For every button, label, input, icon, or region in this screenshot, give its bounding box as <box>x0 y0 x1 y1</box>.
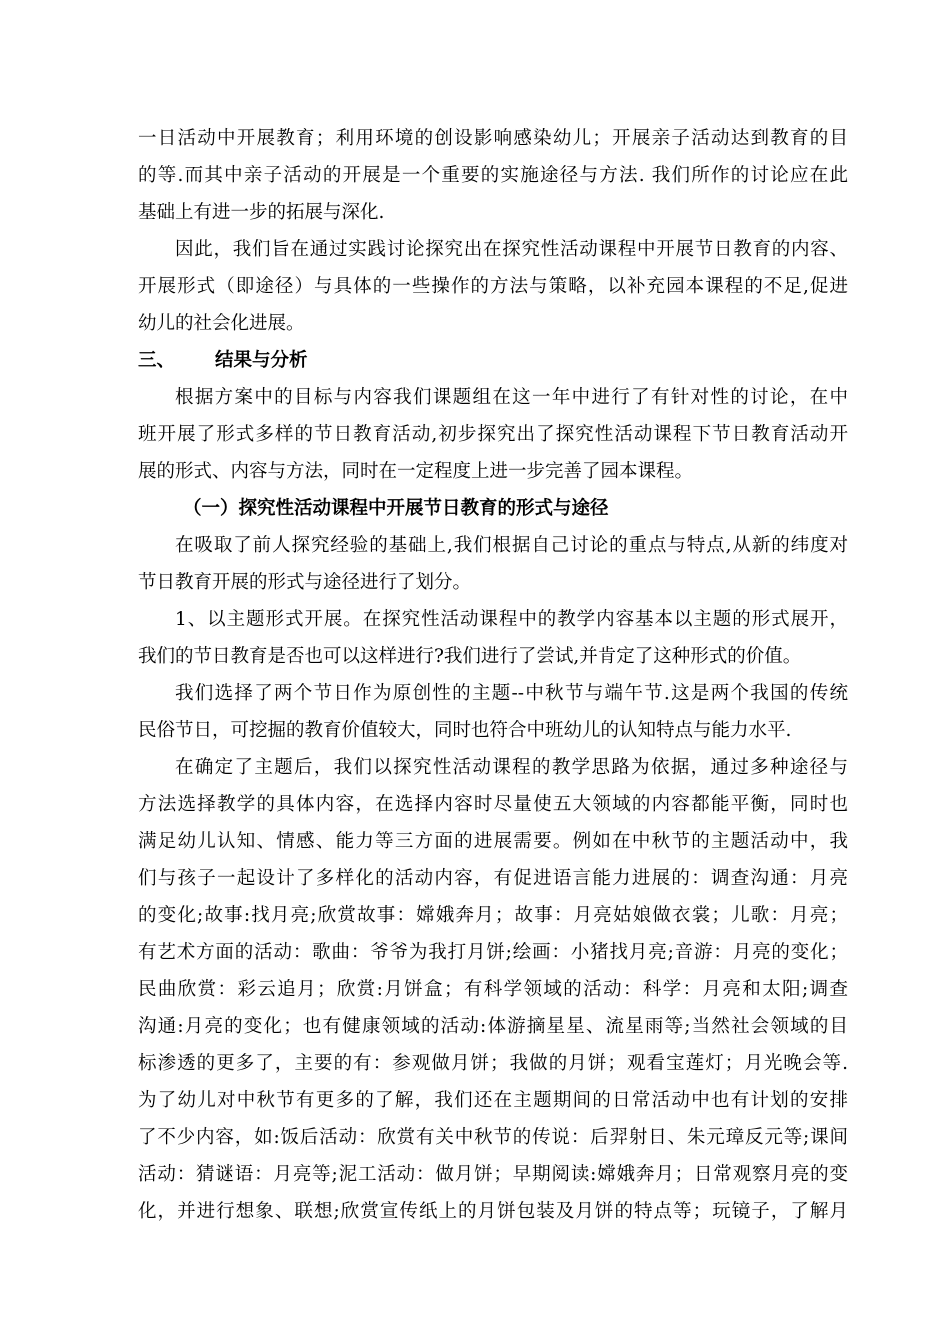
text-line: 民俗节日，可挖掘的教育价值较大，同时也符合中班幼儿的认知特点与能力水平. <box>138 720 792 741</box>
text-line: 化，并进行想象、联想;欣赏宣传纸上的月饼包装及月饼的特点等；玩镜子，了解月 <box>138 1201 848 1222</box>
text-line: 开展形式（即途径）与具体的一些操作的方法与策略，以补充园本课程的不足,促进 <box>138 276 848 297</box>
text-line: 的等.而其中亲子活动的开展是一个重要的实施途径与方法. 我们所作的讨论应在此 <box>138 165 848 186</box>
text-line: 根据方案中的目标与内容我们课题组在这一年中进行了有针对性的讨论，在中 <box>175 387 848 408</box>
text-line: 沟通:月亮的变化；也有健康领域的活动:体游摘星星、流星雨等;当然社会领域的目 <box>138 1016 848 1037</box>
text-line: 幼儿的社会化进展。 <box>138 313 305 334</box>
text-line: 了不少内容，如:饭后活动：欣赏有关中秋节的传说：后羿射日、朱元璋反元等;课间 <box>138 1127 848 1148</box>
paragraph <box>138 675 848 749</box>
paragraph <box>138 379 848 490</box>
text-line: 满足幼儿认知、情感、能力等三方面的进展需要。例如在中秋节的主题活动中，我 <box>138 831 848 852</box>
text-line: 1、以主题形式开展。在探究性活动课程中的教学内容基本以主题的形式展开， <box>175 609 848 630</box>
subsection-heading: （一）探究性活动课程中开展节日教育的形式与途径 <box>183 498 609 519</box>
text-line: 基础上有进一步的拓展与深化. <box>138 202 385 223</box>
text-line: 我们的节日教育是否也可以这样进行?我们进行了尝试,并肯定了这种形式的价值。 <box>138 646 802 667</box>
text-line: 方法选择教学的具体内容，在选择内容时尽量使五大领域的内容都能平衡，同时也 <box>138 794 848 815</box>
paragraph <box>138 231 848 342</box>
paragraph <box>138 527 848 601</box>
text-line: 节日教育开展的形式与途径进行了划分。 <box>138 572 472 593</box>
section-heading <box>138 342 848 379</box>
text-line: 班开展了形式多样的节日教育活动,初步探究出了探究性活动课程下节日教育活动开 <box>138 424 848 445</box>
text-line: 因此，我们旨在通过实践讨论探究出在探究性活动课程中开展节日教育的内容、 <box>175 239 848 260</box>
text-line: 在吸取了前人探究经验的基础上,我们根据自己讨论的重点与特点,从新的纬度对 <box>175 535 848 556</box>
text-line: 在确定了主题后，我们以探究性活动课程的教学思路为依据，通过多种途径与 <box>175 757 848 778</box>
paragraph <box>138 120 848 231</box>
text-line: 一日活动中开展教育；利用环境的创设影响感染幼儿；开展亲子活动达到教育的目 <box>138 128 848 149</box>
text-line: 有艺术方面的活动：歌曲：爷爷为我打月饼;绘画：小猪找月亮;音游：月亮的变化； <box>138 942 848 963</box>
paragraph <box>138 749 848 1230</box>
section-title: 结果与分析 <box>215 350 308 371</box>
text-line: 我们选择了两个节日作为原创性的主题--中秋节与端午节.这是两个我国的传统 <box>175 683 848 704</box>
text-line: 的变化;故事:找月亮;欣赏故事：嫦娥奔月；故事：月亮姑娘做衣裳；儿歌：月亮； <box>138 905 848 926</box>
text-line: 为了幼儿对中秋节有更多的了解，我们还在主题期间的日常活动中也有计划的安排 <box>138 1090 848 1111</box>
section-number: 三、 <box>138 350 176 371</box>
text-line: 们与孩子一起设计了多样化的活动内容，有促进语言能力进展的：调查沟通：月亮 <box>138 868 848 889</box>
text-line: 民曲欣赏：彩云追月；欣赏:月饼盒；有科学领域的活动：科学：月亮和太阳;调查 <box>138 979 848 1000</box>
text-line: 标渗透的更多了，主要的有：参观做月饼；我做的月饼；观看宝莲灯；月光晚会等. <box>138 1053 848 1074</box>
paragraph <box>138 601 848 675</box>
text-line: 活动：猜谜语：月亮等;泥工活动：做月饼；早期阅读:嫦娥奔月；日常观察月亮的变 <box>138 1164 848 1185</box>
text-line: 展的形式、内容与方法，同时在一定程度上进一步完善了园本课程。 <box>138 461 694 482</box>
document-page <box>138 120 848 1230</box>
